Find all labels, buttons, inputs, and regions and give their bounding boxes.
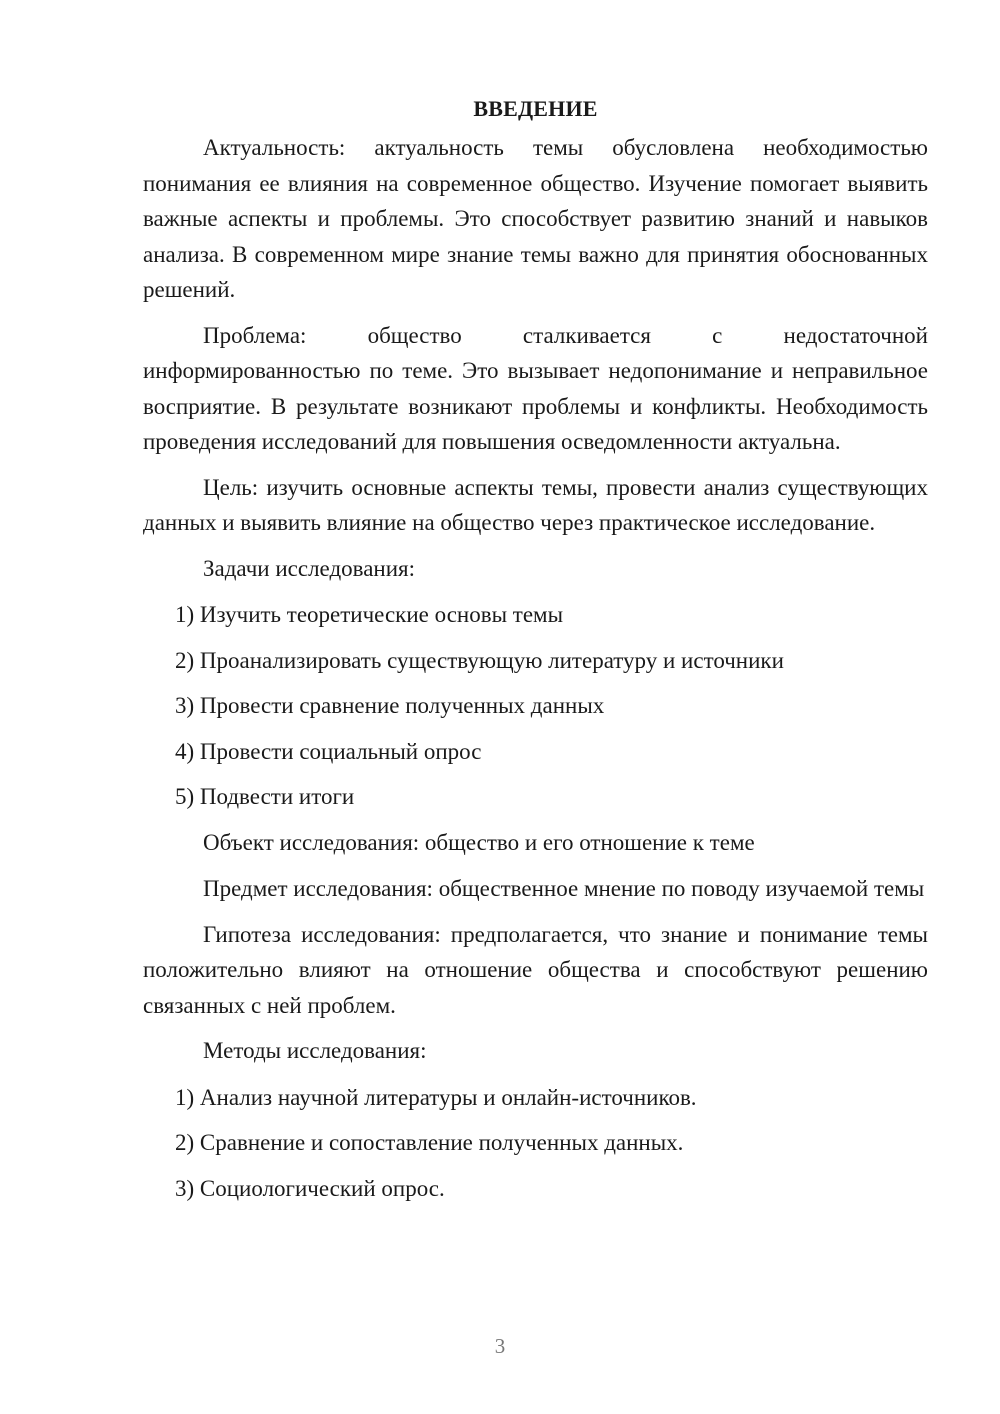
tasks-heading: Задачи исследования:	[203, 555, 416, 581]
list-item: 1) Изучить теоретические основы темы	[175, 602, 564, 627]
page-title: ВВЕДЕНИЕ	[473, 96, 598, 121]
list-item: 2) Проанализировать существующую литературу и источники	[175, 647, 784, 673]
list-item: 2) Сравнение и сопоставление полученных данных.	[175, 1130, 684, 1155]
hypothesis-paragraph: Гипотеза исследования: предполагается, что знание и понимание темы положительно влияют на отношение общества и способствуют решению связанных с ней проблем.	[143, 921, 928, 1018]
relevance-paragraph: Актуальность: актуальность темы обусловлена необходимостью понимания ее влияния на современное общество. Изучение помогает выявить важные аспекты и проблемы. Это способствует развитию знаний и навыков анализа. В современном мире знание темы важно для принятия обоснованных решений.	[143, 135, 928, 302]
problem-paragraph: Проблема: общество сталкивается с недостаточной информированностью по теме. Это вызывает недопонимание и неправильное восприятие. В результате возникают проблемы и конфликты. Необходимость проведения исследований для повышения осведомленности актуальна.	[143, 322, 928, 454]
document-page	[143, 92, 928, 1216]
tasks-list	[143, 597, 928, 815]
page-number: 3	[494, 1334, 506, 1358]
list-item: 5) Подвести итоги	[175, 784, 355, 809]
subject-paragraph: Предмет исследования: общественное мнение по поводу изучаемой темы	[203, 876, 925, 901]
goal-paragraph: Цель: изучить основные аспекты темы, провести анализ существующих данных и выявить влияние на общество через практическое исследование.	[143, 474, 928, 535]
object-paragraph: Объект исследования: общество и его отношение к теме	[203, 829, 755, 855]
methods-heading: Методы исследования:	[203, 1038, 427, 1063]
list-item: 3) Провести сравнение полученных данных	[175, 693, 605, 718]
methods-list	[143, 1080, 928, 1207]
list-item: 4) Провести социальный опрос	[175, 738, 482, 764]
list-item: 1) Анализ научной литературы и онлайн-источников.	[175, 1084, 697, 1110]
list-item: 3) Социологический опрос.	[175, 1175, 445, 1201]
